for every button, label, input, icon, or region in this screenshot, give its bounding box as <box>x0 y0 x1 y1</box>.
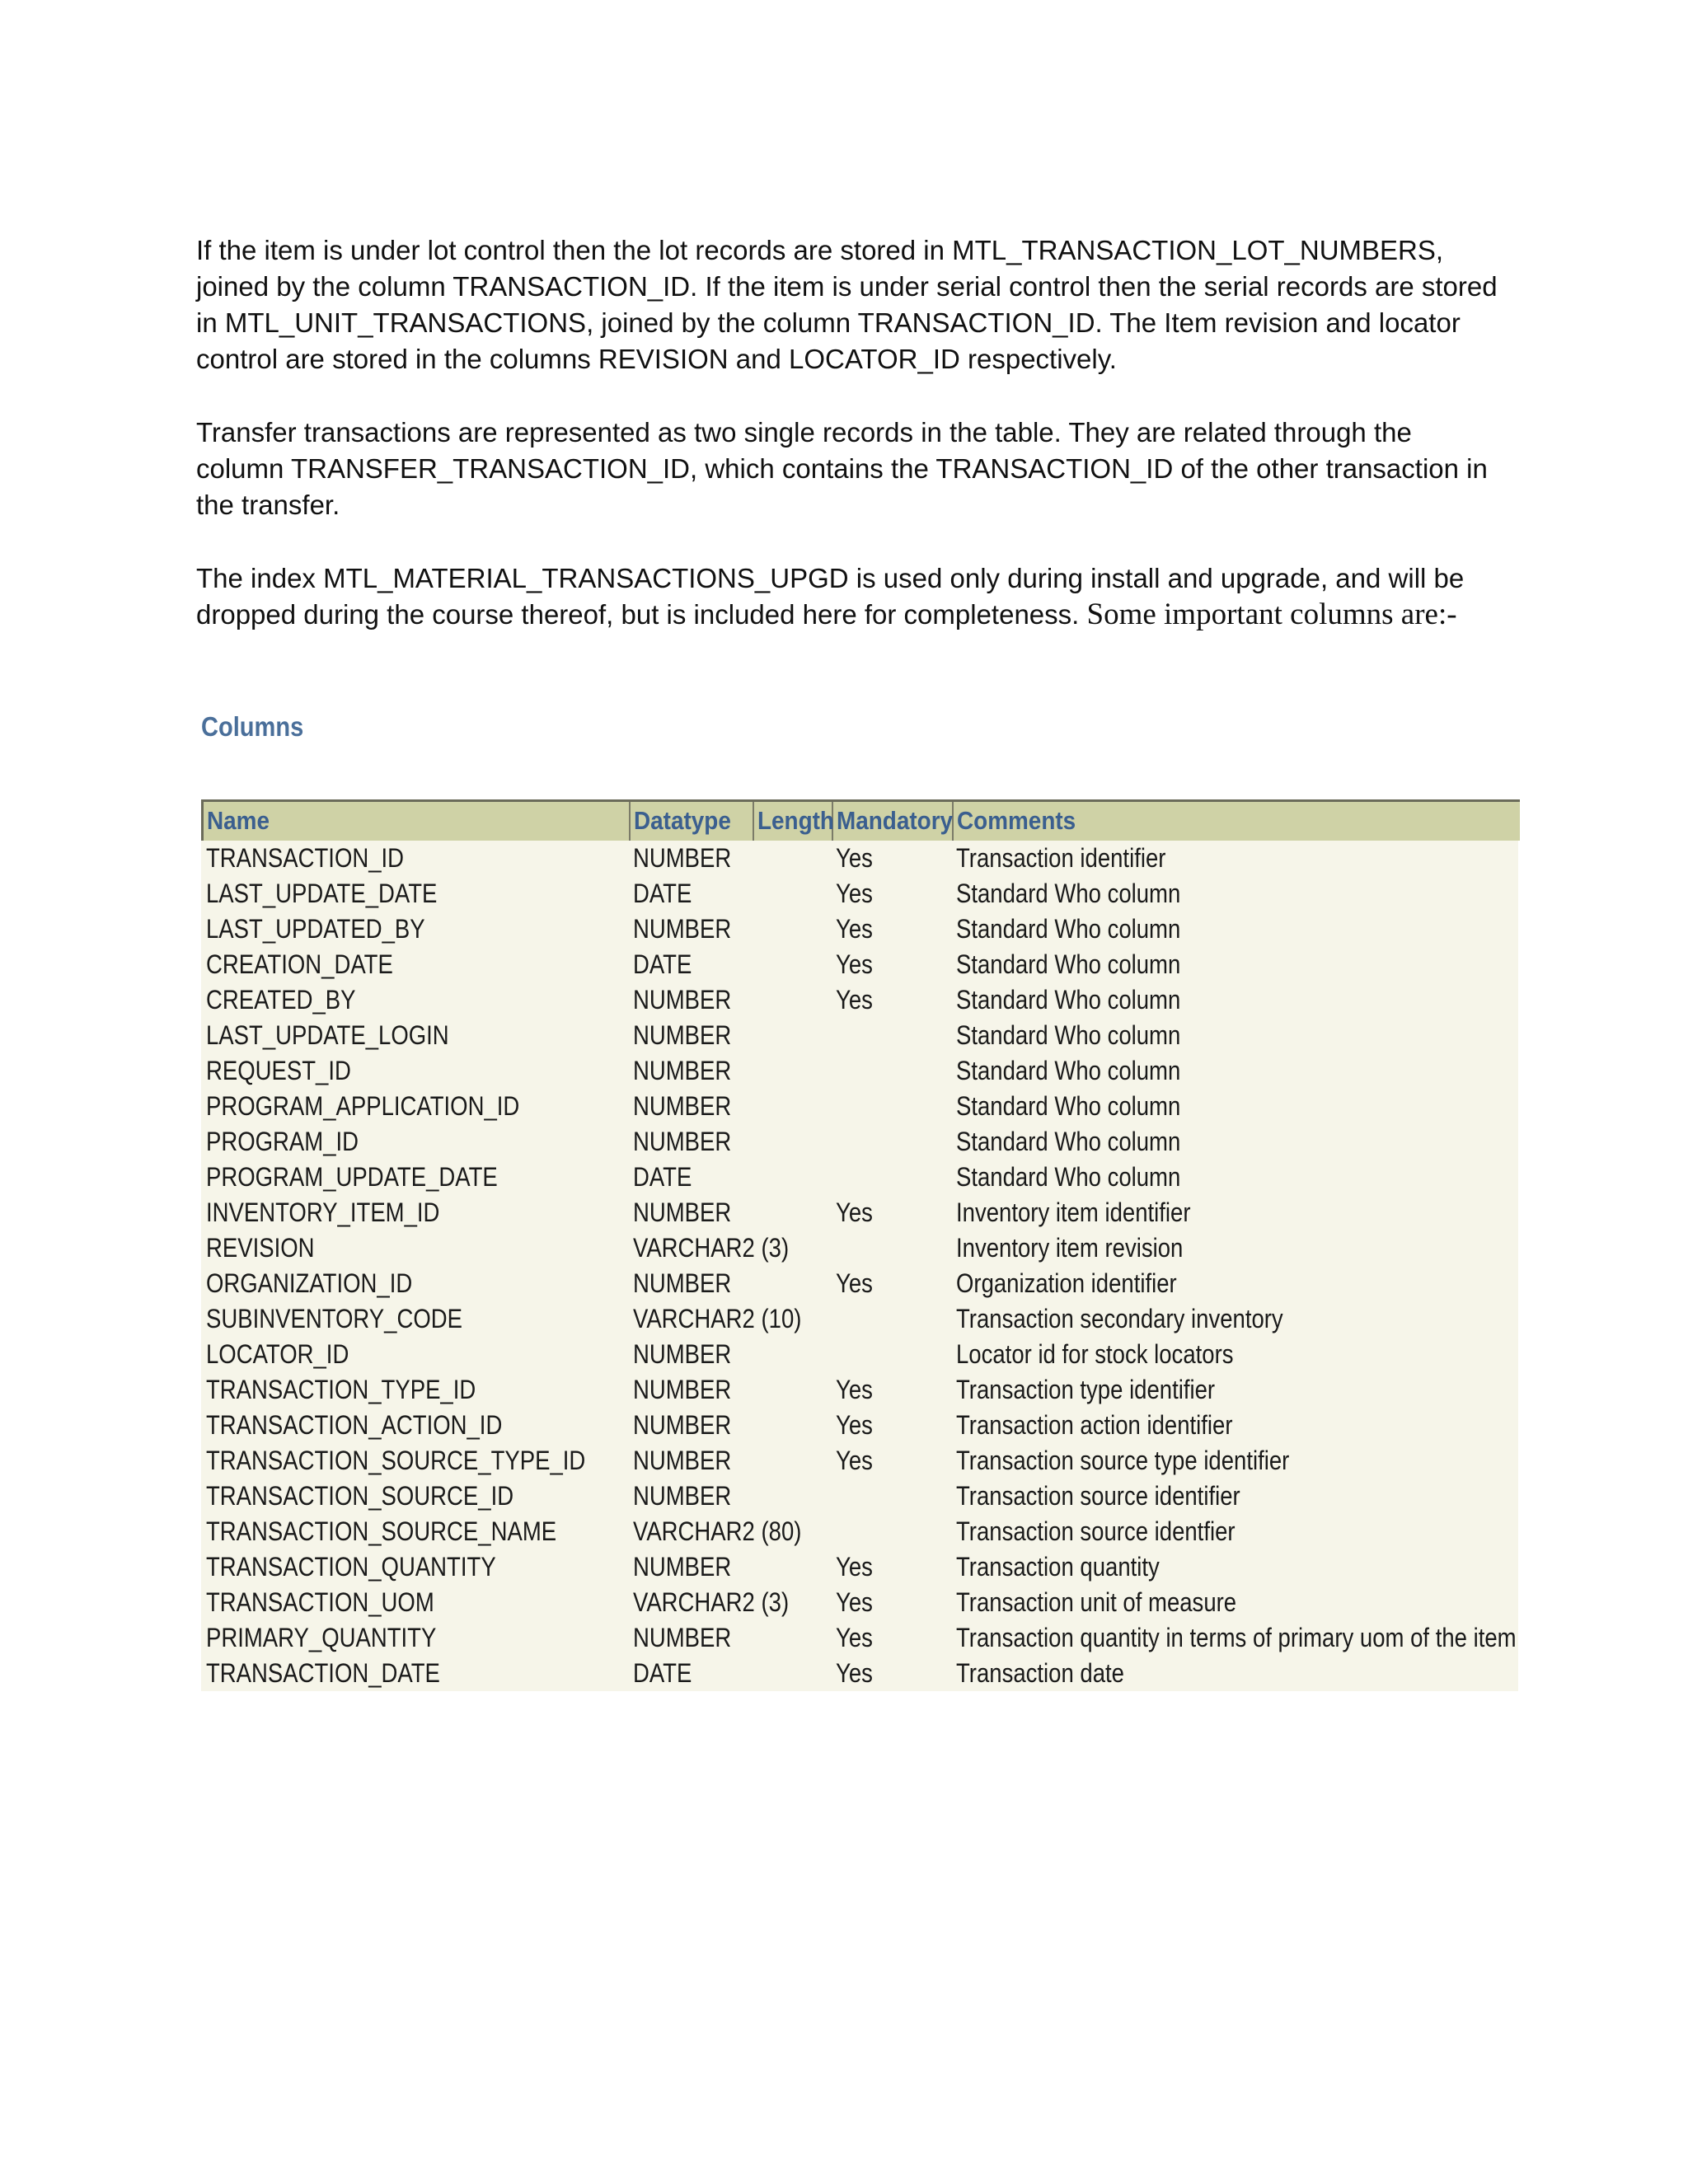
paragraph-index-note-tail: Some important columns are:- <box>1086 598 1457 631</box>
cell-mandatory <box>832 1514 953 1549</box>
cell-datatype: DATE <box>632 1658 692 1688</box>
cell-name: PROGRAM_APPLICATION_ID <box>205 1091 519 1121</box>
header-mandatory: Mandatory <box>832 801 953 841</box>
cell-mandatory: Yes <box>835 1410 873 1440</box>
cell-comments: Transaction date <box>955 1658 1124 1688</box>
cell-datatype: NUMBER <box>632 1623 731 1652</box>
table-row <box>203 1230 1520 1266</box>
cell-mandatory: Yes <box>835 1197 873 1227</box>
cell-datatype: NUMBER <box>632 1268 731 1298</box>
cell-name: TRANSACTION_UOM <box>205 1587 434 1617</box>
cell-datatype: NUMBER <box>632 1481 731 1511</box>
cell-comments: Standard Who column <box>955 1127 1180 1156</box>
cell-comments: Transaction type identifier <box>955 1375 1215 1404</box>
cell-length <box>753 1266 832 1301</box>
header-comments: Comments <box>953 801 1520 841</box>
cell-name: LAST_UPDATED_BY <box>205 914 425 944</box>
cell-length <box>753 1124 832 1160</box>
table-row <box>203 1549 1520 1585</box>
table-row <box>203 1514 1520 1549</box>
cell-mandatory: Yes <box>835 1375 873 1404</box>
cell-name: TRANSACTION_SOURCE_NAME <box>205 1516 556 1546</box>
cell-comments: Inventory item revision <box>955 1233 1183 1263</box>
cell-comments: Inventory item identifier <box>955 1197 1190 1227</box>
cell-datatype: DATE <box>632 949 692 979</box>
cell-name: PROGRAM_UPDATE_DATE <box>205 1162 498 1192</box>
cell-name: REVISION <box>205 1233 315 1263</box>
cell-name: ORGANIZATION_ID <box>205 1268 412 1298</box>
cell-name: TRANSACTION_ACTION_ID <box>205 1410 502 1440</box>
cell-datatype: NUMBER <box>632 1339 731 1369</box>
cell-length <box>753 982 832 1018</box>
cell-comments: Transaction quantity in terms of primary uom of the item <box>955 1623 1517 1652</box>
cell-length <box>753 841 832 877</box>
header-name: Name <box>203 801 630 841</box>
paragraph-lot-serial-control: If the item is under lot control then the lot records are stored in MTL_TRANSACTION_LOT_NUMBERS, joined by the column TRANSACTION_ID. If the item is under serial control then the serial records are stored in MTL_UNIT_TRANSACTIONS, joined by the column TRANSACTION_ID. The Item revision and locator control are stored in the columns REVISION and LOCATOR_ID respectively. <box>196 235 1498 374</box>
cell-mandatory <box>832 1301 953 1337</box>
cell-name: TRANSACTION_QUANTITY <box>205 1552 496 1582</box>
table-row <box>203 1124 1520 1160</box>
cell-mandatory: Yes <box>835 1446 873 1475</box>
cell-datatype: VARCHAR2 (80) <box>632 1516 801 1546</box>
cell-datatype: NUMBER <box>632 1197 731 1227</box>
cell-comments: Transaction source identifier <box>955 1481 1240 1511</box>
table-row <box>203 982 1520 1018</box>
cell-datatype: NUMBER <box>632 1056 731 1085</box>
cell-length <box>753 876 832 912</box>
cell-datatype: NUMBER <box>632 985 731 1015</box>
cell-datatype: VARCHAR2 (3) <box>632 1233 789 1263</box>
table-row <box>203 1160 1520 1195</box>
cell-datatype: NUMBER <box>632 1127 731 1156</box>
cell-mandatory: Yes <box>835 949 873 979</box>
cell-mandatory <box>832 1089 953 1124</box>
cell-comments: Transaction unit of measure <box>955 1587 1236 1617</box>
table-row <box>203 1053 1520 1089</box>
table-header-row <box>203 801 1520 841</box>
cell-name: LOCATOR_ID <box>205 1339 349 1369</box>
table-row <box>203 1479 1520 1514</box>
cell-datatype: DATE <box>632 879 692 908</box>
table-row <box>203 1301 1520 1337</box>
paragraph-index-note <box>196 560 1498 633</box>
cell-name: TRANSACTION_DATE <box>205 1658 440 1688</box>
cell-comments: Standard Who column <box>955 1056 1180 1085</box>
table-row <box>203 876 1520 912</box>
table-row <box>203 1266 1520 1301</box>
cell-mandatory <box>832 1053 953 1089</box>
cell-length <box>753 1479 832 1514</box>
table-row <box>203 1443 1520 1479</box>
cell-mandatory: Yes <box>835 879 873 908</box>
table-row <box>203 1195 1520 1230</box>
cell-comments: Transaction source identfier <box>955 1516 1236 1546</box>
table-row <box>203 1018 1520 1053</box>
cell-datatype: NUMBER <box>632 1091 731 1121</box>
cell-mandatory: Yes <box>835 985 873 1015</box>
cell-length <box>753 1620 832 1656</box>
cell-datatype: NUMBER <box>632 843 731 873</box>
cell-mandatory <box>832 1124 953 1160</box>
cell-name: TRANSACTION_SOURCE_ID <box>205 1481 513 1511</box>
table-row <box>203 1337 1520 1372</box>
table-row <box>203 1620 1520 1656</box>
cell-comments: Locator id for stock locators <box>955 1339 1234 1369</box>
cell-length <box>753 1408 832 1443</box>
cell-datatype: NUMBER <box>632 1410 731 1440</box>
table-body <box>203 841 1520 1692</box>
cell-datatype: NUMBER <box>632 1020 731 1050</box>
columns-table-container <box>201 799 1518 1691</box>
cell-name: PRIMARY_QUANTITY <box>205 1623 436 1652</box>
cell-name: TRANSACTION_TYPE_ID <box>205 1375 476 1404</box>
cell-datatype: VARCHAR2 (3) <box>632 1587 789 1617</box>
cell-datatype: NUMBER <box>632 1552 731 1582</box>
table-row <box>203 1372 1520 1408</box>
columns-table <box>201 799 1520 1691</box>
cell-comments: Transaction identifier <box>955 843 1165 873</box>
cell-name: CREATED_BY <box>205 985 355 1015</box>
cell-datatype: VARCHAR2 (10) <box>632 1304 801 1333</box>
cell-comments: Standard Who column <box>955 879 1180 908</box>
cell-length <box>753 947 832 982</box>
table-row <box>203 841 1520 877</box>
cell-mandatory: Yes <box>835 1587 873 1617</box>
cell-name: INVENTORY_ITEM_ID <box>205 1197 439 1227</box>
cell-mandatory: Yes <box>835 1623 873 1652</box>
cell-comments: Transaction source type identifier <box>955 1446 1289 1475</box>
cell-mandatory <box>832 1337 953 1372</box>
cell-comments: Standard Who column <box>955 949 1180 979</box>
cell-mandatory <box>832 1160 953 1195</box>
cell-mandatory: Yes <box>835 1268 873 1298</box>
cell-comments: Standard Who column <box>955 1091 1180 1121</box>
cell-length <box>753 1089 832 1124</box>
cell-name: CREATION_DATE <box>205 949 393 979</box>
header-length: Length <box>753 801 832 841</box>
cell-datatype: NUMBER <box>632 1375 731 1404</box>
table-row <box>203 912 1520 947</box>
cell-length <box>753 912 832 947</box>
columns-heading: Columns <box>201 711 304 742</box>
cell-comments: Standard Who column <box>955 914 1180 944</box>
cell-length <box>753 1053 832 1089</box>
cell-comments: Standard Who column <box>955 1162 1180 1192</box>
cell-comments: Transaction quantity <box>955 1552 1160 1582</box>
cell-name: TRANSACTION_SOURCE_TYPE_ID <box>205 1446 585 1475</box>
cell-mandatory: Yes <box>835 914 873 944</box>
cell-name: LAST_UPDATE_LOGIN <box>205 1020 449 1050</box>
cell-name: PROGRAM_ID <box>205 1127 359 1156</box>
cell-name: SUBINVENTORY_CODE <box>205 1304 462 1333</box>
cell-length <box>753 1656 832 1691</box>
table-row <box>203 947 1520 982</box>
cell-length <box>753 1372 832 1408</box>
cell-name: REQUEST_ID <box>205 1056 351 1085</box>
cell-comments: Standard Who column <box>955 1020 1180 1050</box>
header-datatype: Datatype <box>630 801 753 841</box>
cell-length <box>753 1195 832 1230</box>
cell-name: TRANSACTION_ID <box>205 843 404 873</box>
paragraph-index-note-main: The index MTL_MATERIAL_TRANSACTIONS_UPGD is used only during install and upgrade, and will be dropped during the course thereof, but is included here for completeness. <box>196 563 1465 630</box>
cell-datatype: NUMBER <box>632 914 731 944</box>
cell-length <box>753 1549 832 1585</box>
cell-mandatory <box>832 1018 953 1053</box>
table-row <box>203 1408 1520 1443</box>
cell-mandatory: Yes <box>835 1552 873 1582</box>
paragraph-transfer-transactions: Transfer transactions are represented as two single records in the table. They are related through the column TRANSFER_TRANSACTION_ID, which contains the TRANSACTION_ID of the other transaction in the transfer. <box>196 417 1488 520</box>
cell-mandatory <box>832 1479 953 1514</box>
cell-mandatory: Yes <box>835 843 873 873</box>
cell-comments: Organization identifier <box>955 1268 1177 1298</box>
cell-comments: Transaction secondary inventory <box>955 1304 1283 1333</box>
cell-datatype: DATE <box>632 1162 692 1192</box>
table-row <box>203 1585 1520 1620</box>
cell-length <box>753 1160 832 1195</box>
table-row <box>203 1089 1520 1124</box>
cell-datatype: NUMBER <box>632 1446 731 1475</box>
cell-length <box>753 1018 832 1053</box>
cell-length <box>753 1337 832 1372</box>
cell-mandatory <box>832 1230 953 1266</box>
table-row <box>203 1656 1520 1691</box>
cell-name: LAST_UPDATE_DATE <box>205 879 437 908</box>
cell-comments: Transaction action identifier <box>955 1410 1233 1440</box>
cell-length <box>753 1443 832 1479</box>
cell-comments: Standard Who column <box>955 985 1180 1015</box>
cell-mandatory: Yes <box>835 1658 873 1688</box>
